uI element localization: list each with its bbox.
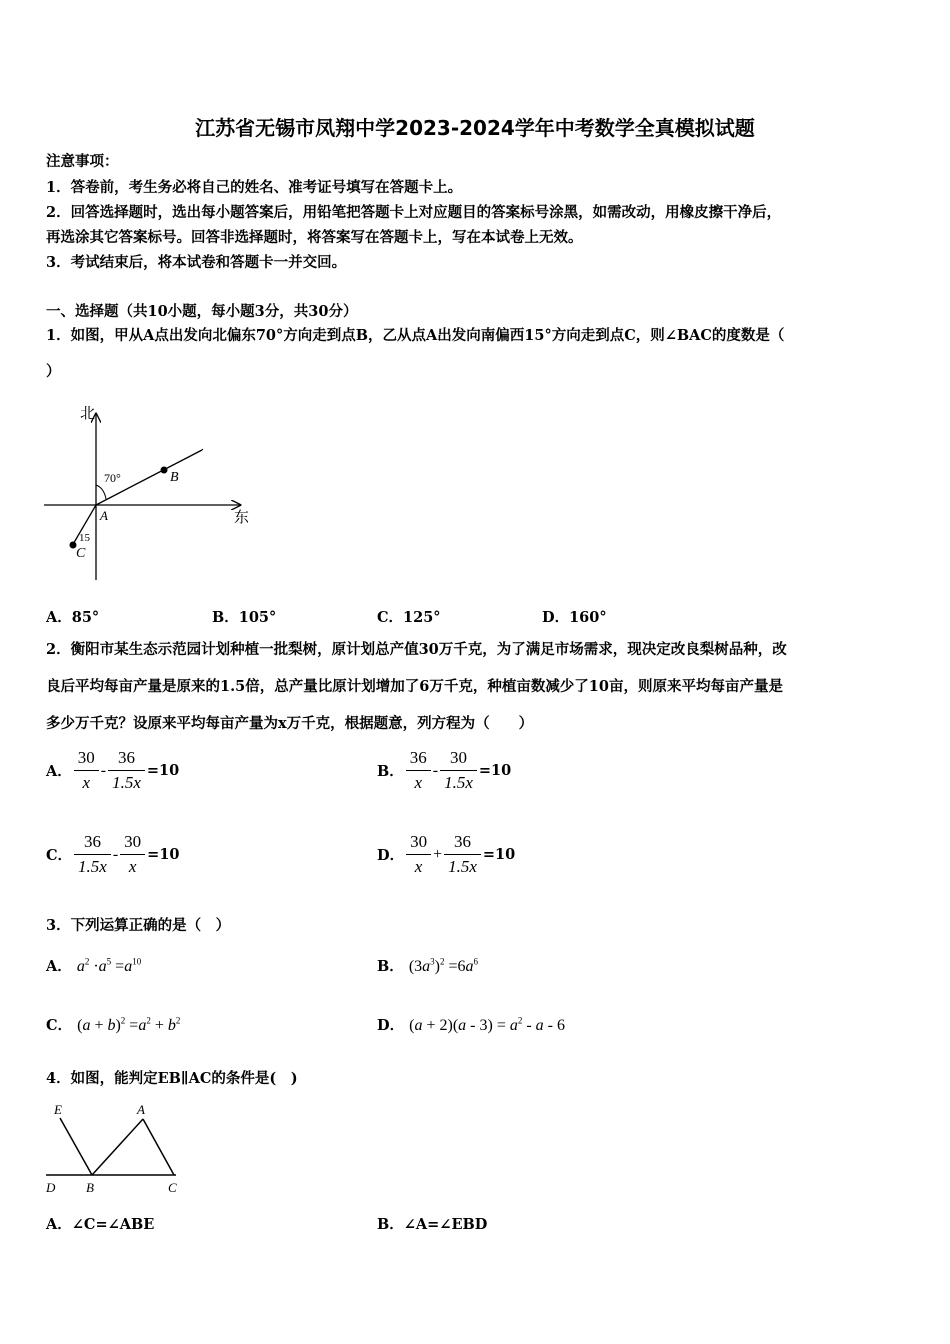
q1-option-b[interactable]: B．105° xyxy=(212,609,277,626)
denominator: 1.5x xyxy=(112,773,141,792)
question-3-stem: 3．下列运算正确的是（ ） xyxy=(46,917,231,934)
option-label: D． xyxy=(377,847,405,864)
expression: $(a + b)^2 =a^2 + b^2$ xyxy=(77,1015,181,1034)
question-1-stem: 1．如图，甲从A点出发向北偏东70°方向走到点B，乙从点A出发向南偏西15°方向走到点C，则∠BAC的度数是（ xyxy=(46,327,785,344)
notice-item: 再选涂其它答案标号。回答非选择题时，将答案写在答题卡上，写在本试卷上无效。 xyxy=(46,229,583,246)
operator: + xyxy=(433,845,443,863)
operator: - xyxy=(112,845,119,863)
q2-option-c[interactable] xyxy=(46,832,180,877)
denominator: 1.5x xyxy=(444,773,473,792)
notice-item: 2．回答选择题时，选出每小题答案后，用铅笔把答题卡上对应题目的答案标号涂黑，如需改动，用橡皮擦干净后， xyxy=(46,204,782,221)
segment-ba xyxy=(92,1119,143,1175)
fraction xyxy=(406,748,431,793)
fraction xyxy=(444,832,481,877)
expression: $a^2 \cdot a^5 =a^{10}$ xyxy=(76,956,142,975)
segment-ac xyxy=(143,1119,174,1175)
denominator: 1.5x xyxy=(78,857,107,876)
denominator: x xyxy=(414,773,423,792)
fraction xyxy=(406,832,431,877)
option-label: C． xyxy=(46,847,73,864)
option-label: A． xyxy=(46,763,72,780)
question-2-stem: 2．衡阳市某生态示范园计划种植一批梨树，原计划总产值30万千克，为了满足市场需求，现决定改良梨树品种，改 xyxy=(46,641,787,658)
label-a: A xyxy=(100,508,108,523)
notice-item: 1．答卷前，考生务必将自己的姓名、准考证号填写在答题卡上。 xyxy=(46,179,463,196)
section-heading: 一、选择题（共10小题，每小题3分，共30分） xyxy=(46,303,358,320)
angle-15-label: 15 xyxy=(79,532,90,544)
option-label: C． xyxy=(46,1017,73,1034)
label-b: B xyxy=(86,1180,94,1195)
question-2-stem: 多少万千克？设原来平均每亩产量为x万千克，根据题意，列方程为（ ） xyxy=(46,715,534,732)
q4-option-a[interactable]: A．∠C=∠ABE xyxy=(46,1216,155,1233)
expression: $(3a^3)^2 =6a^6$ xyxy=(408,956,479,975)
fraction xyxy=(74,832,111,877)
label-c: C xyxy=(76,546,86,561)
q2-option-d[interactable] xyxy=(377,832,515,877)
numerator: 30 xyxy=(406,832,431,855)
q3-option-c[interactable] xyxy=(46,1014,180,1035)
q2-option-b[interactable] xyxy=(377,748,511,793)
operator: - xyxy=(432,761,439,779)
equation-rhs: =10 xyxy=(146,762,180,779)
q3-option-d[interactable] xyxy=(377,1014,565,1035)
denominator: x xyxy=(82,773,91,792)
numerator: 36 xyxy=(108,748,145,771)
angle-arc-70 xyxy=(96,485,106,499)
east-label: 东 xyxy=(234,510,250,526)
question-1-stem-end: ） xyxy=(46,363,61,380)
equation-rhs: =10 xyxy=(482,846,516,863)
point-b xyxy=(161,467,168,474)
equation-rhs: =10 xyxy=(478,762,512,779)
label-e: E xyxy=(54,1102,62,1117)
question-4-stem: 4．如图，能判定EB∥AC的条件是( ) xyxy=(46,1070,298,1087)
denominator: x xyxy=(128,857,137,876)
numerator: 36 xyxy=(74,832,111,855)
q3-option-b[interactable] xyxy=(377,955,478,976)
question-2-stem: 良后平均每亩产量是原来的1.5倍，总产量比原计划增加了6万千克，种植亩数减少了10亩，则原来平均每亩产量是 xyxy=(46,678,783,695)
option-label: B． xyxy=(377,958,404,975)
notice-item: 3．考试结束后，将本试卷和答题卡一并交回。 xyxy=(46,254,347,271)
denominator: x xyxy=(414,857,423,876)
label-a: A xyxy=(137,1102,145,1117)
segment-eb xyxy=(60,1118,92,1175)
label-c: C xyxy=(168,1180,177,1195)
fraction xyxy=(108,748,145,793)
q4-option-b[interactable]: B．∠A=∠EBD xyxy=(377,1216,488,1233)
q1-option-d[interactable]: D．160° xyxy=(542,609,607,626)
q1-option-a[interactable]: A．85° xyxy=(46,609,100,626)
angle-70-label: 70° xyxy=(104,471,121,485)
fraction xyxy=(74,748,99,793)
q2-option-a[interactable] xyxy=(46,748,179,793)
numerator: 30 xyxy=(120,832,145,855)
label-d: D xyxy=(46,1180,56,1195)
numerator: 36 xyxy=(406,748,431,771)
expression: $(a + 2)(a - 3) = a^2 - a - 6$ xyxy=(409,1015,565,1034)
denominator: 1.5x xyxy=(448,857,477,876)
option-label: B． xyxy=(377,763,404,780)
operator: - xyxy=(100,761,107,779)
numerator: 30 xyxy=(440,748,477,771)
triangle-figure xyxy=(40,1100,190,1200)
option-label: A． xyxy=(46,958,72,975)
label-b: B xyxy=(170,470,179,485)
north-label: 北 xyxy=(80,406,96,422)
fraction xyxy=(440,748,477,793)
compass-figure xyxy=(40,400,260,585)
q1-option-c[interactable]: C．125° xyxy=(377,609,441,626)
page-title: 江苏省无锡市凤翔中学2023-2024学年中考数学全真模拟试题 xyxy=(195,116,755,140)
q3-option-a[interactable] xyxy=(46,955,141,976)
notice-heading: 注意事项： xyxy=(46,153,119,170)
option-label: D． xyxy=(377,1017,405,1034)
fraction xyxy=(120,832,145,877)
numerator: 36 xyxy=(444,832,481,855)
numerator: 30 xyxy=(74,748,99,771)
equation-rhs: =10 xyxy=(147,846,180,863)
